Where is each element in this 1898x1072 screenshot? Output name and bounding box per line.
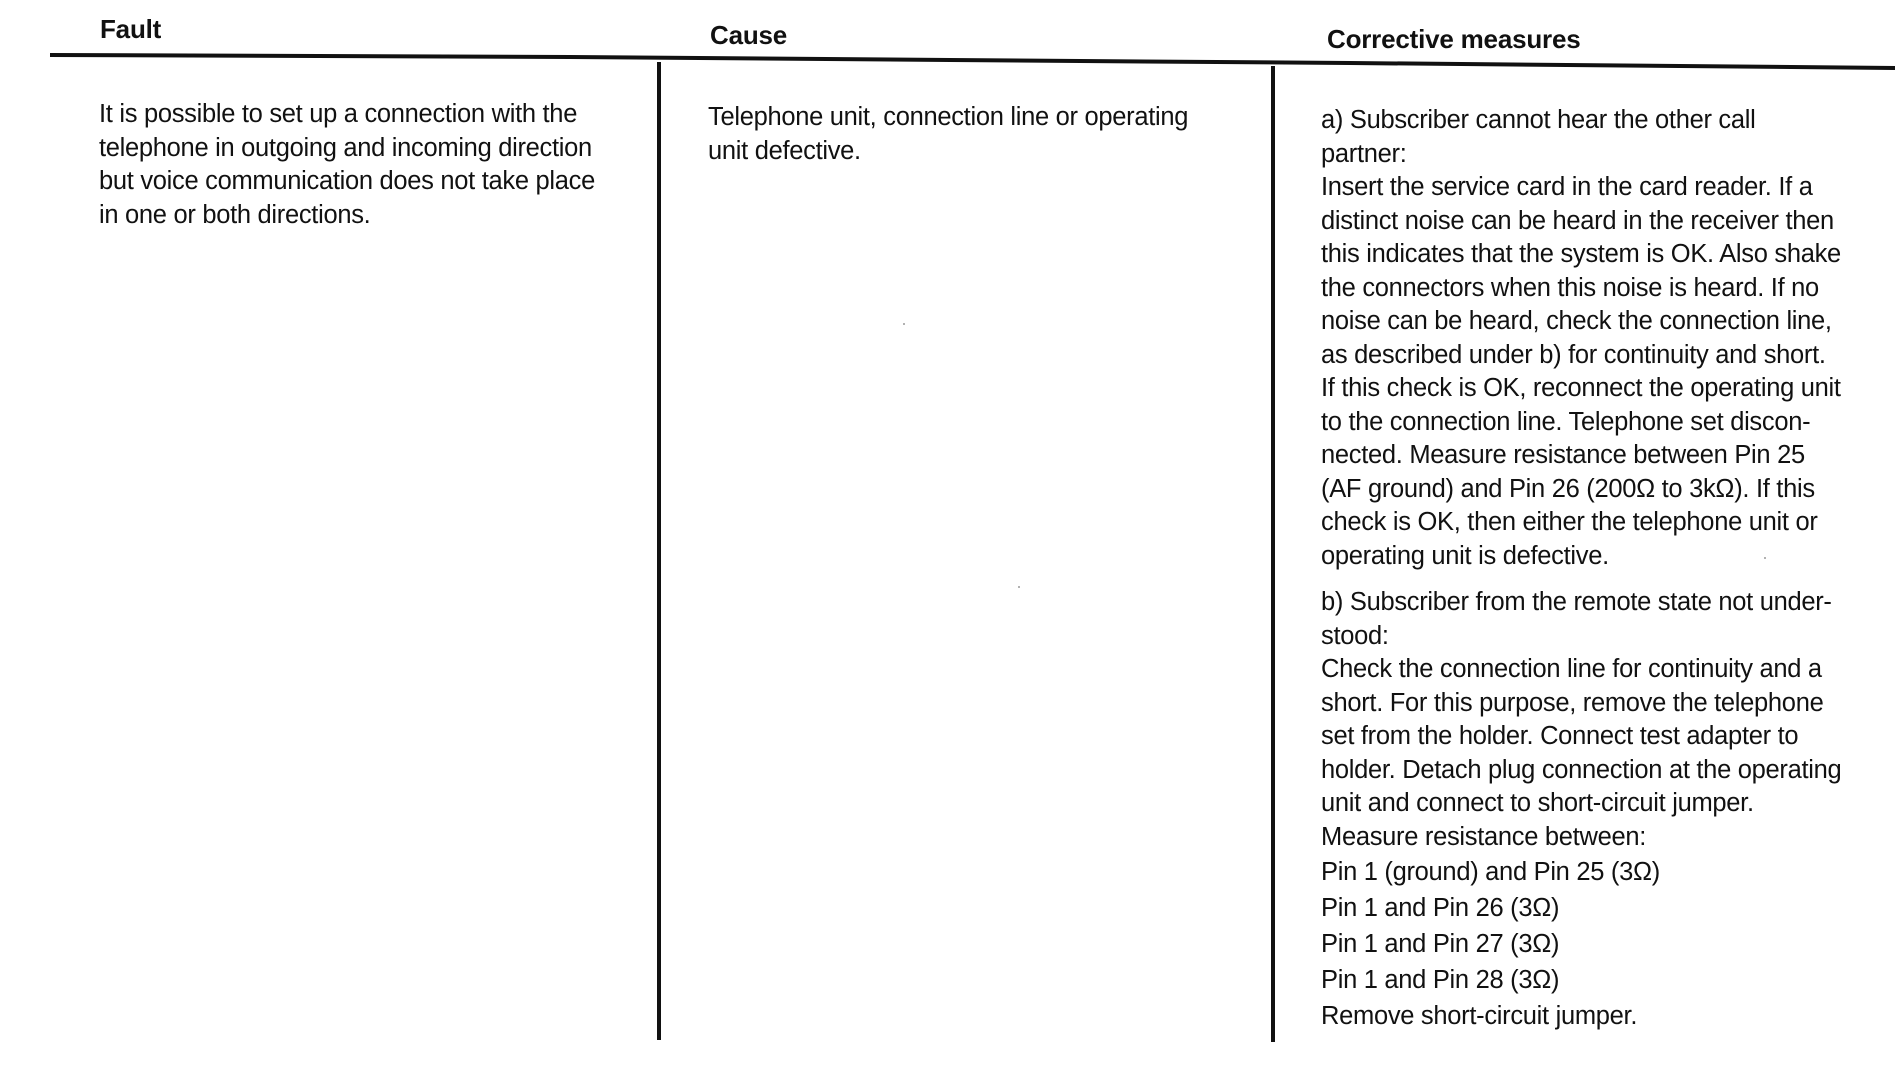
measure-a-line: If this check is OK, reconnect the operating unit — [1321, 374, 1841, 402]
cause-description — [708, 101, 1228, 168]
measure-a-line: Insert the service card in the card reader. If a — [1321, 173, 1813, 201]
column-divider-fault-cause — [657, 62, 661, 1040]
measure-a-line: to the connection line. Telephone set discon- — [1321, 407, 1811, 436]
measure-b-line: holder. Detach plug connection at the operating — [1321, 755, 1842, 784]
cause-line: unit defective. — [708, 136, 861, 165]
pin-measurement-line: Pin 1 (ground) and Pin 25 (3Ω) — [1321, 858, 1660, 886]
measure-a-line: partner: — [1321, 139, 1407, 168]
pin-measurement-line: Remove short-circuit jumper. — [1321, 1002, 1638, 1030]
fault-description — [99, 98, 639, 232]
pin-measurement-line: Pin 1 and Pin 28 (3Ω) — [1321, 966, 1560, 994]
scan-speck — [903, 323, 905, 325]
fault-line: It is possible to set up a connection with the — [99, 100, 578, 128]
measure-a-line: operating unit is defective. — [1321, 541, 1609, 570]
column-header-corrective-measures: Corrective measures — [1327, 24, 1581, 54]
header-rule — [50, 52, 1895, 74]
scan-speck — [1764, 557, 1766, 559]
fault-line: telephone in outgoing and incoming direction — [99, 133, 592, 162]
column-header-fault: Fault — [100, 14, 162, 44]
measure-a-line: (AF ground) and Pin 26 (200Ω to 3kΩ). If this — [1321, 474, 1815, 503]
measure-a-line: as described under b) for continuity and short. — [1321, 340, 1826, 369]
fault-line: but voice communication does not take place — [99, 167, 595, 195]
column-header-cause: Cause — [710, 20, 788, 50]
cause-line: Telephone unit, connection line or operating — [708, 103, 1189, 131]
pin-measurement-line: Pin 1 and Pin 26 (3Ω) — [1321, 894, 1560, 922]
pin-measurement-line: Pin 1 and Pin 27 (3Ω) — [1321, 930, 1560, 958]
measure-b-line: unit and connect to short-circuit jumper. — [1321, 789, 1754, 817]
measure-a-line: distinct noise can be heard in the receiver then — [1321, 206, 1834, 235]
measure-a-line: noise can be heard, check the connection line, — [1321, 307, 1832, 335]
measure-b-line: Check the connection line for continuity and a — [1321, 655, 1822, 683]
measure-a-line: nected. Measure resistance between Pin 25 — [1321, 441, 1805, 469]
column-divider-cause-measures — [1271, 66, 1275, 1042]
fault-line: in one or both directions. — [99, 200, 371, 229]
measure-a-line: check is OK, then either the telephone unit or — [1321, 508, 1818, 536]
measure-a-line: a) Subscriber cannot hear the other call — [1321, 106, 1756, 134]
measure-b-line: b) Subscriber from the remote state not under- — [1321, 588, 1832, 616]
measure-b-line: short. For this purpose, remove the telephone — [1321, 688, 1824, 717]
measure-b-line: Measure resistance between: — [1321, 822, 1646, 851]
measure-b-line: stood: — [1321, 621, 1389, 650]
corrective-measures-a — [1321, 104, 1881, 573]
measure-a-line: this indicates that the system is OK. Also shake — [1321, 240, 1841, 268]
measure-b-line: set from the holder. Connect test adapter to — [1321, 722, 1799, 750]
scan-speck — [1018, 586, 1020, 588]
measure-a-line: the connectors when this noise is heard. If no — [1321, 273, 1819, 302]
corrective-measures-b — [1321, 586, 1881, 1034]
